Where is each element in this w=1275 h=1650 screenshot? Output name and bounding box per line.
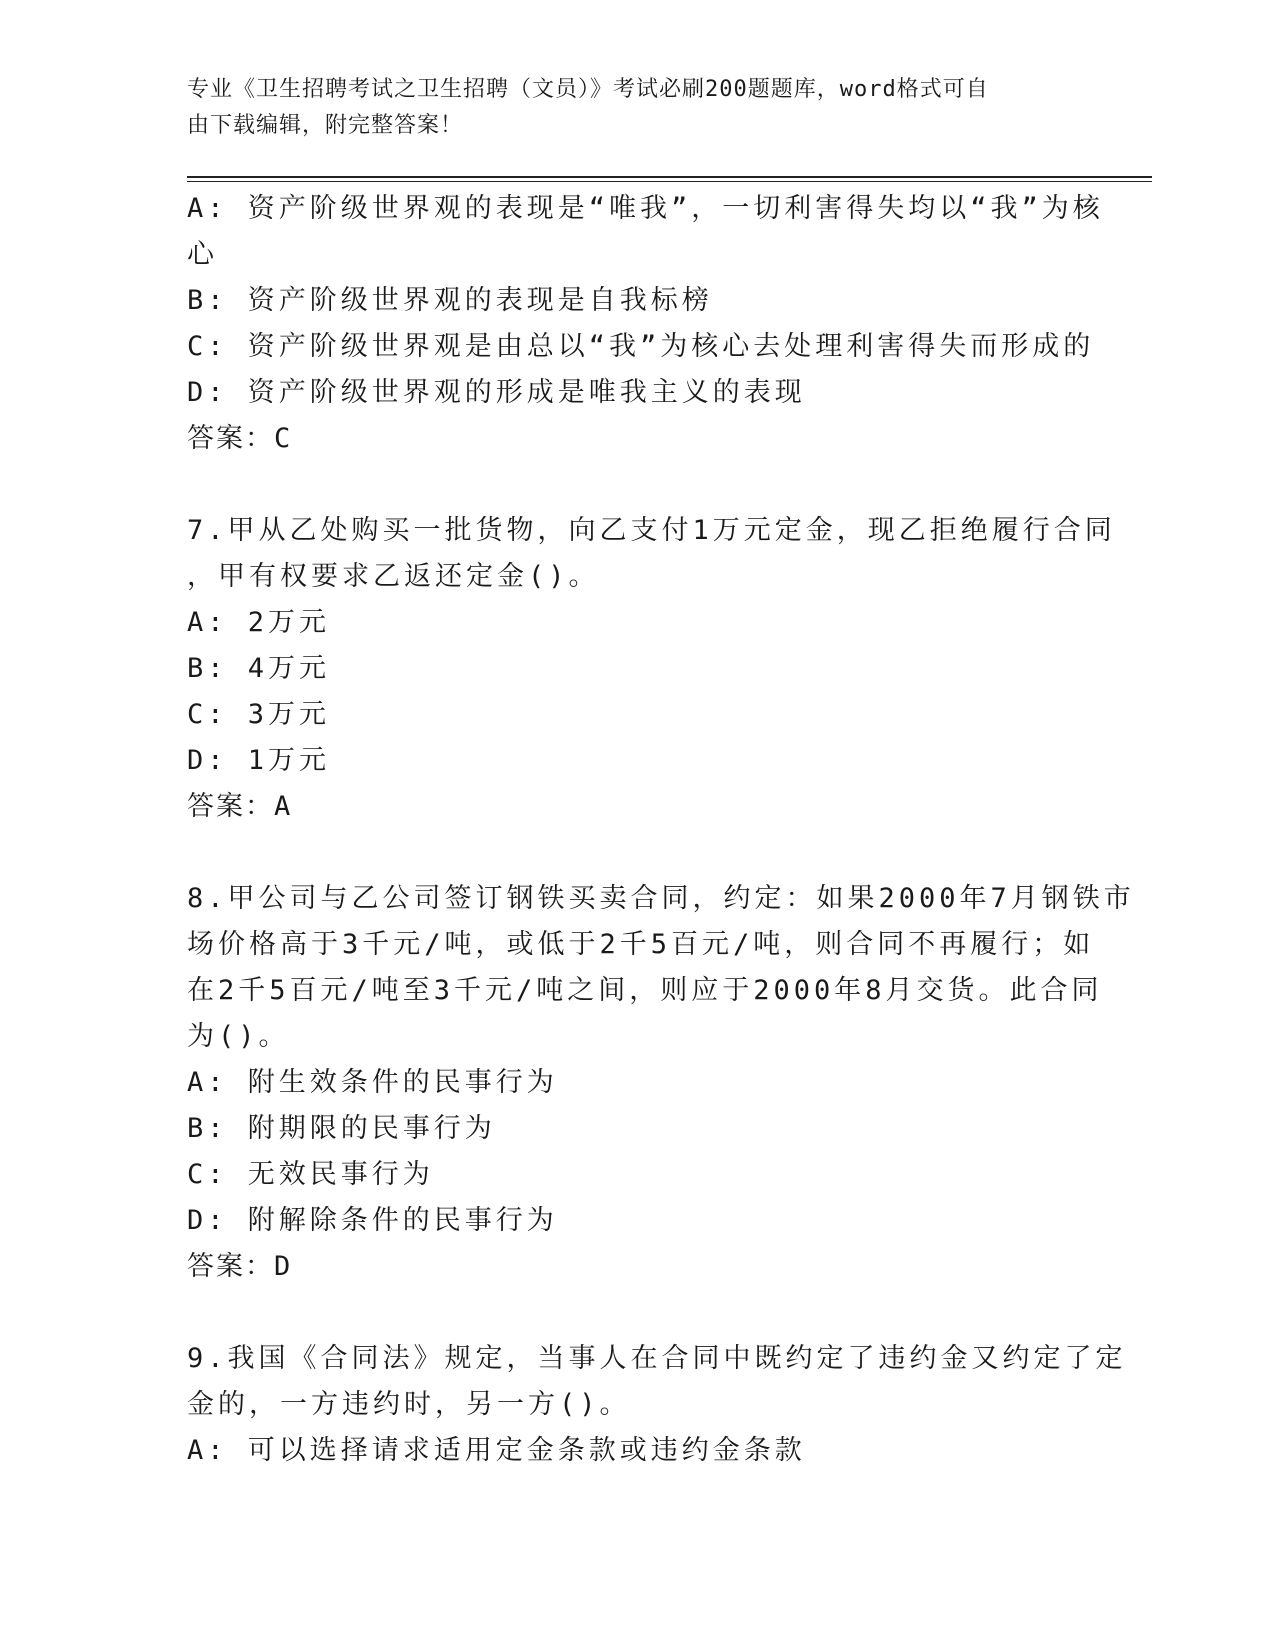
question-stem-line-1: 8.甲公司与乙公司签订钢铁买卖合同，约定：如果2000年7月钢铁市 [187, 883, 1135, 914]
option-c: C: 无效民事行为 [187, 1159, 434, 1190]
question-6-options [187, 186, 1104, 462]
spacer [187, 462, 1087, 508]
question-stem-line-3: 在2千5百元/吨至3千元/吨之间，则应于2000年8月交货。此合同 [187, 975, 1103, 1006]
question-stem-line-4: 为()。 [187, 1021, 290, 1052]
answer-label: 答案：A [187, 791, 293, 822]
header-divider-thick [187, 176, 1152, 178]
answer-label: 答案：D [187, 1251, 293, 1282]
spacer [187, 830, 1087, 876]
question-stem-line-2: ，甲有权要求乙返还定金()。 [187, 561, 600, 592]
question-8 [187, 876, 1135, 1290]
header-line-1: 专业《卫生招聘考试之卫生招聘（文员）》考试必刷200题题库，word格式可自 [187, 77, 989, 102]
document-header [187, 72, 1067, 144]
question-9 [187, 1336, 1127, 1474]
option-c: C: 资产阶级世界观是由总以“我”为核心去处理利害得失而形成的 [187, 331, 1095, 362]
option-a-line-2: 心 [187, 239, 218, 270]
option-d: D: 资产阶级世界观的形成是唯我主义的表现 [187, 377, 806, 408]
option-a: A: 附生效条件的民事行为 [187, 1067, 558, 1098]
option-a: A: 2万元 [187, 607, 331, 638]
question-stem-line-2: 金的，一方违约时，另一方()。 [187, 1389, 631, 1420]
option-a-line-1: A: 资产阶级世界观的表现是“唯我”，一切利害得失均以“我”为核 [187, 193, 1104, 224]
option-d: D: 附解除条件的民事行为 [187, 1205, 558, 1236]
spacer [187, 1290, 1087, 1336]
option-b: B: 附期限的民事行为 [187, 1113, 496, 1144]
header-line-2: 由下载编辑，附完整答案！ [187, 113, 464, 138]
question-stem-line-1: 9.我国《合同法》规定，当事人在合同中既约定了违约金又约定了定 [187, 1343, 1127, 1374]
question-7 [187, 508, 1116, 830]
option-d: D: 1万元 [187, 745, 331, 776]
option-b: B: 资产阶级世界观的表现是自我标榜 [187, 285, 713, 316]
option-b: B: 4万元 [187, 653, 331, 684]
question-stem-line-1: 7.甲从乙处购买一批货物，向乙支付1万元定金，现乙拒绝履行合同 [187, 515, 1116, 546]
question-list [187, 186, 1135, 1474]
question-stem-line-2: 场价格高于3千元/吨，或低于2千5百元/吨，则合同不再履行；如 [187, 929, 1095, 960]
answer-label: 答案：C [187, 423, 293, 454]
option-a: A: 可以选择请求适用定金条款或违约金条款 [187, 1435, 806, 1466]
option-c: C: 3万元 [187, 699, 331, 730]
header-divider-thin [187, 181, 1152, 182]
